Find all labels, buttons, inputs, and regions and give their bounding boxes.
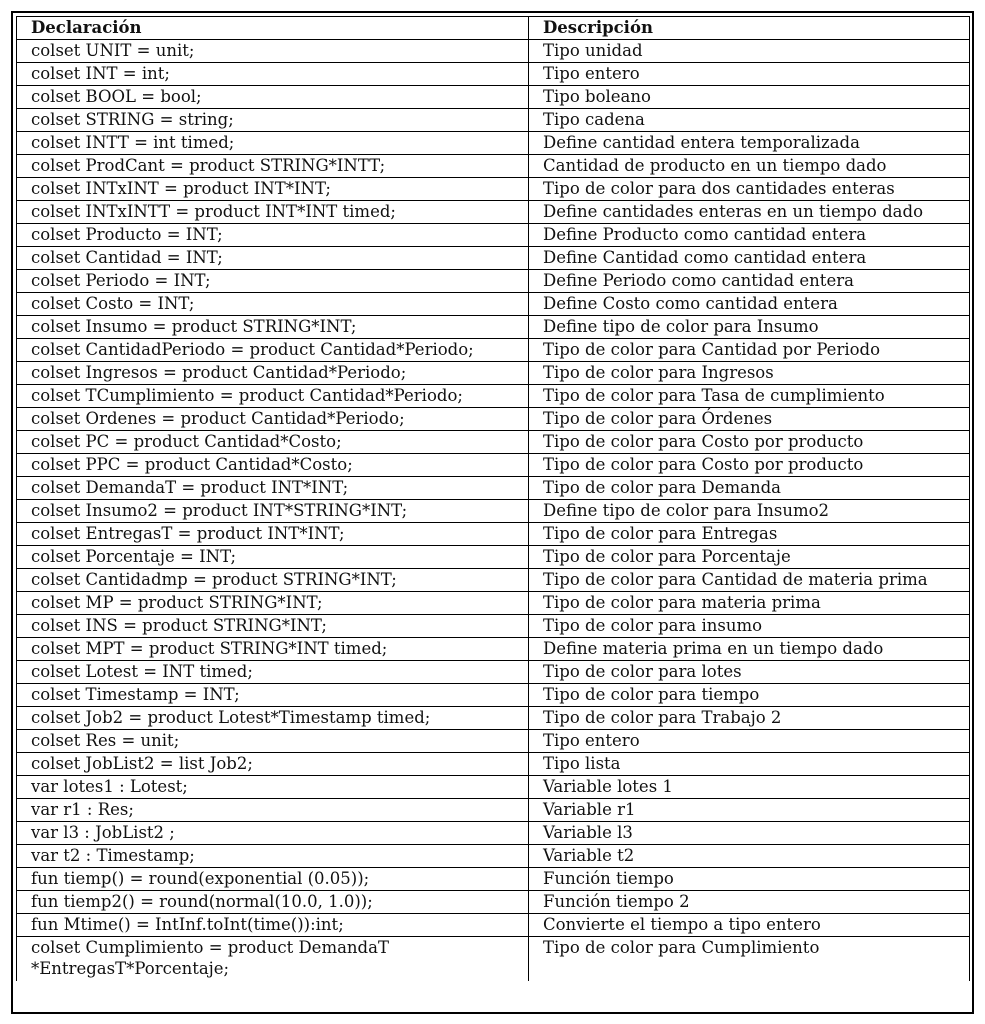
table-row [17, 247, 970, 270]
declaration-cell: var t2 : Timestamp; [17, 845, 529, 868]
declaration-cell: colset INT = int; [17, 63, 529, 86]
table-row [17, 408, 970, 431]
table-header-row [17, 17, 970, 40]
declaration-cell: colset Timestamp = INT; [17, 684, 529, 707]
description-cell: Tipo de color para Cantidad por Periodo [529, 339, 970, 362]
declaration-cell: colset MPT = product STRING*INT timed; [17, 638, 529, 661]
description-cell: Variable l3 [529, 822, 970, 845]
description-cell: Variable t2 [529, 845, 970, 868]
description-cell: Convierte el tiempo a tipo entero [529, 914, 970, 937]
declaration-cell: colset Insumo = product STRING*INT; [17, 316, 529, 339]
declaration-cell: var lotes1 : Lotest; [17, 776, 529, 799]
table-row [17, 362, 970, 385]
description-cell: Tipo de color para Órdenes [529, 408, 970, 431]
declaration-cell: colset Lotest = INT timed; [17, 661, 529, 684]
table-row [17, 615, 970, 638]
table-row [17, 201, 970, 224]
description-cell: Cantidad de producto en un tiempo dado [529, 155, 970, 178]
declaration-cell: colset Cantidadmp = product STRING*INT; [17, 569, 529, 592]
table-row [17, 684, 970, 707]
declaration-cell: colset CantidadPeriodo = product Cantidad*Periodo; [17, 339, 529, 362]
description-cell: Define Periodo como cantidad entera [529, 270, 970, 293]
table-row [17, 178, 970, 201]
description-cell: Tipo lista [529, 753, 970, 776]
declaration-cell: colset Periodo = INT; [17, 270, 529, 293]
declaration-cell: colset UNIT = unit; [17, 40, 529, 63]
description-cell: Tipo unidad [529, 40, 970, 63]
description-cell: Tipo de color para insumo [529, 615, 970, 638]
description-cell: Tipo entero [529, 730, 970, 753]
table-row [17, 40, 970, 63]
table-row [17, 316, 970, 339]
description-cell: Tipo de color para lotes [529, 661, 970, 684]
table-row [17, 385, 970, 408]
table-row [17, 799, 970, 822]
declaration-cell: fun tiemp() = round(exponential (0.05)); [17, 868, 529, 891]
declaration-cell: colset INTT = int timed; [17, 132, 529, 155]
description-cell: Tipo de color para Costo por producto [529, 454, 970, 477]
description-cell: Variable lotes 1 [529, 776, 970, 799]
description-cell: Función tiempo 2 [529, 891, 970, 914]
description-cell: Tipo de color para Trabajo 2 [529, 707, 970, 730]
description-cell: Tipo de color para Entregas [529, 523, 970, 546]
table-row [17, 776, 970, 799]
declaration-cell: colset PPC = product Cantidad*Costo; [17, 454, 529, 477]
description-cell: Tipo de color para Costo por producto [529, 431, 970, 454]
declaration-cell: colset INTxINTT = product INT*INT timed; [17, 201, 529, 224]
declaration-cell: fun tiemp2() = round(normal(10.0, 1.0)); [17, 891, 529, 914]
description-cell: Variable r1 [529, 799, 970, 822]
declaration-cell: colset STRING = string; [17, 109, 529, 132]
description-cell: Tipo cadena [529, 109, 970, 132]
table-body [17, 40, 970, 982]
description-cell: Tipo de color para Cantidad de materia prima [529, 569, 970, 592]
description-cell: Define tipo de color para Insumo2 [529, 500, 970, 523]
declaration-cell: colset Porcentaje = INT; [17, 546, 529, 569]
declaration-cell: colset BOOL = bool; [17, 86, 529, 109]
declaration-cell: colset PC = product Cantidad*Costo; [17, 431, 529, 454]
table-row [17, 707, 970, 730]
description-cell: Tipo de color para Ingresos [529, 362, 970, 385]
table-row [17, 730, 970, 753]
description-cell: Tipo boleano [529, 86, 970, 109]
declarations-table-frame [11, 11, 974, 1014]
table-row [17, 155, 970, 178]
table-row [17, 546, 970, 569]
table-row [17, 293, 970, 316]
declaration-cell: colset EntregasT = product INT*INT; [17, 523, 529, 546]
table-row [17, 592, 970, 615]
table-row [17, 224, 970, 247]
table-row [17, 132, 970, 155]
declaration-cell: colset Job2 = product Lotest*Timestamp timed; [17, 707, 529, 730]
declaration-cell: colset Ingresos = product Cantidad*Periodo; [17, 362, 529, 385]
table-row [17, 868, 970, 891]
table-row [17, 500, 970, 523]
table-row [17, 891, 970, 914]
table-row [17, 454, 970, 477]
description-cell: Define cantidades enteras en un tiempo dado [529, 201, 970, 224]
description-cell: Función tiempo [529, 868, 970, 891]
description-cell: Tipo de color para Demanda [529, 477, 970, 500]
table-row [17, 569, 970, 592]
description-cell: Tipo de color para tiempo [529, 684, 970, 707]
declaration-cell: colset Cumplimiento = product DemandaT *EntregasT*Porcentaje; [17, 937, 529, 982]
table-row [17, 937, 970, 982]
declarations-table [16, 16, 970, 981]
description-cell: Tipo de color para dos cantidades enteras [529, 178, 970, 201]
description-cell: Tipo de color para Cumplimiento [529, 937, 970, 982]
declaration-cell: colset Insumo2 = product INT*STRING*INT; [17, 500, 529, 523]
declaration-cell: var l3 : JobList2 ; [17, 822, 529, 845]
table-row [17, 109, 970, 132]
declaration-cell: colset Costo = INT; [17, 293, 529, 316]
declaration-cell: var r1 : Res; [17, 799, 529, 822]
description-cell: Define tipo de color para Insumo [529, 316, 970, 339]
table-row [17, 477, 970, 500]
description-cell: Tipo de color para materia prima [529, 592, 970, 615]
declaration-cell: colset TCumplimiento = product Cantidad*Periodo; [17, 385, 529, 408]
description-cell: Tipo de color para Tasa de cumplimiento [529, 385, 970, 408]
description-cell: Tipo entero [529, 63, 970, 86]
table-row [17, 63, 970, 86]
table-row [17, 431, 970, 454]
table-row [17, 822, 970, 845]
description-cell: Define Costo como cantidad entera [529, 293, 970, 316]
table-row [17, 638, 970, 661]
table-row [17, 914, 970, 937]
declaration-cell: colset ProdCant = product STRING*INTT; [17, 155, 529, 178]
declaration-cell: colset MP = product STRING*INT; [17, 592, 529, 615]
declaration-cell: colset JobList2 = list Job2; [17, 753, 529, 776]
description-cell: Define cantidad entera temporalizada [529, 132, 970, 155]
declaration-cell: colset Producto = INT; [17, 224, 529, 247]
table-row [17, 523, 970, 546]
table-row [17, 661, 970, 684]
description-cell: Define Cantidad como cantidad entera [529, 247, 970, 270]
table-row [17, 845, 970, 868]
header-declaracion: Declaración [17, 17, 529, 40]
declaration-cell: fun Mtime() = IntInf.toInt(time()):int; [17, 914, 529, 937]
table-row [17, 270, 970, 293]
table-row [17, 86, 970, 109]
declaration-cell: colset Cantidad = INT; [17, 247, 529, 270]
header-descripcion: Descripción [529, 17, 970, 40]
description-cell: Define Producto como cantidad entera [529, 224, 970, 247]
declaration-cell: colset Ordenes = product Cantidad*Periodo; [17, 408, 529, 431]
declaration-cell: colset DemandaT = product INT*INT; [17, 477, 529, 500]
description-cell: Define materia prima en un tiempo dado [529, 638, 970, 661]
table-row [17, 753, 970, 776]
declaration-cell: colset INTxINT = product INT*INT; [17, 178, 529, 201]
table-row [17, 339, 970, 362]
declaration-cell: colset INS = product STRING*INT; [17, 615, 529, 638]
description-cell: Tipo de color para Porcentaje [529, 546, 970, 569]
declaration-cell: colset Res = unit; [17, 730, 529, 753]
